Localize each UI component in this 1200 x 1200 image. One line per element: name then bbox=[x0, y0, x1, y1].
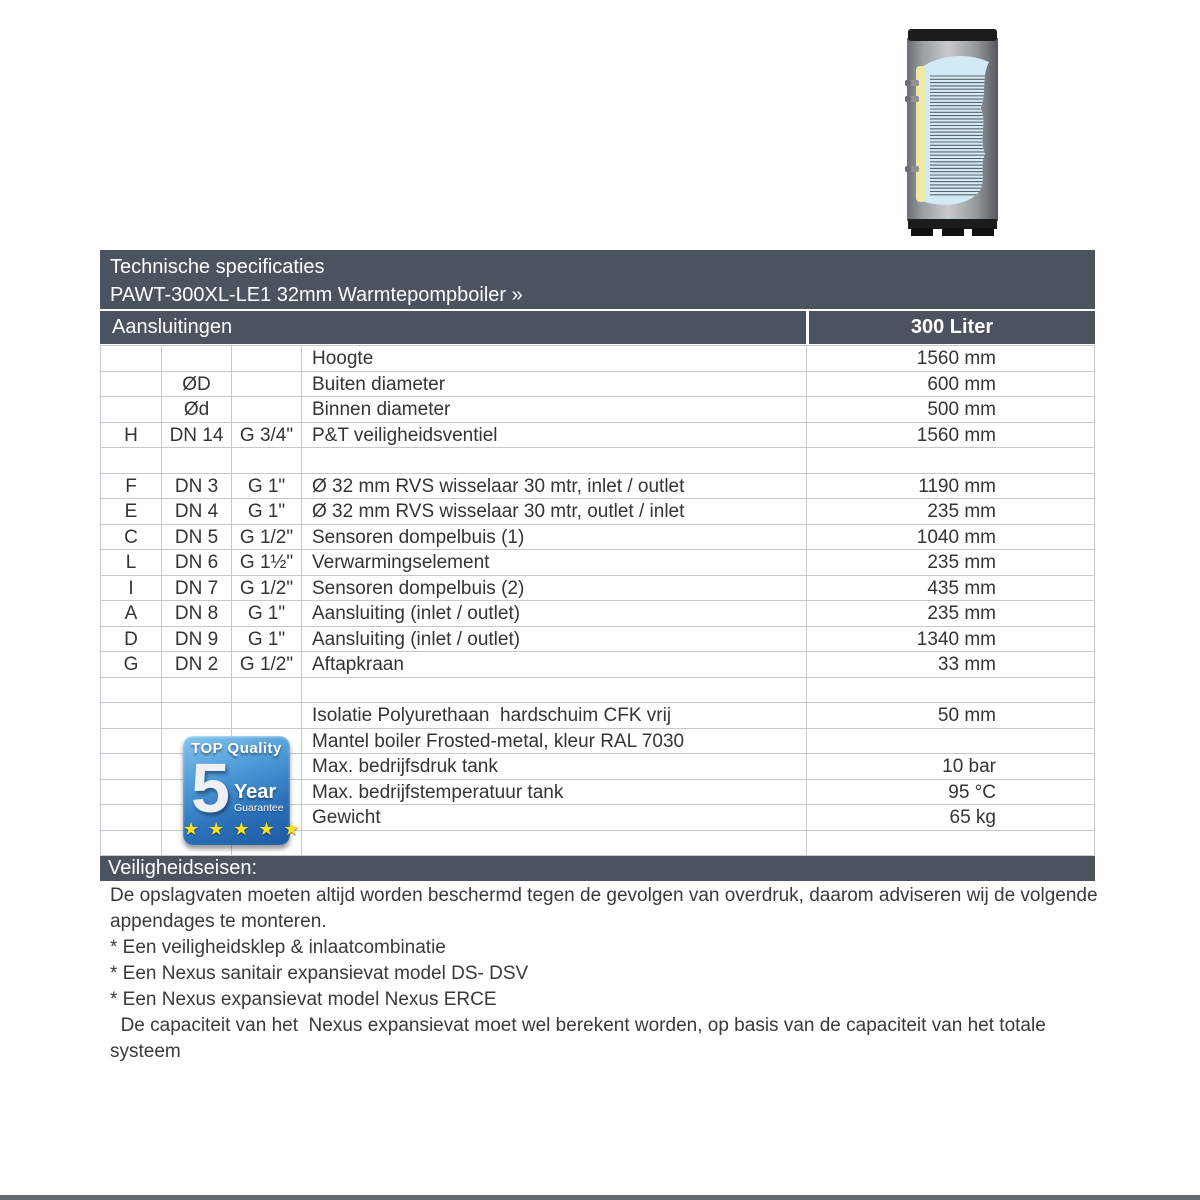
cell-value: 1560 mm bbox=[807, 346, 1094, 372]
cell-description: Max. bedrijfsdruk tank bbox=[302, 754, 807, 780]
spec-title: Technische specificaties bbox=[110, 256, 325, 278]
cell-value: 235 mm bbox=[807, 601, 1094, 627]
boiler-cutaway-image bbox=[905, 28, 1000, 236]
cell-description: Binnen diameter bbox=[302, 397, 807, 423]
boiler-water-area bbox=[916, 56, 989, 205]
cell-description: Hoogte bbox=[302, 346, 807, 372]
cell-dn: DN 8 bbox=[162, 601, 232, 627]
cell-description: Verwarmingselement bbox=[302, 550, 807, 576]
cell-thread bbox=[232, 372, 302, 398]
cell-code bbox=[101, 448, 162, 474]
cell-value: 10 bar bbox=[807, 754, 1094, 780]
cell-description bbox=[302, 678, 807, 704]
cell-code bbox=[101, 780, 162, 806]
table-row bbox=[101, 601, 1094, 627]
badge-top-label: TOP Quality bbox=[191, 740, 282, 757]
cell-dn: DN 5 bbox=[162, 525, 232, 551]
cell-value: 235 mm bbox=[807, 550, 1094, 576]
cell-thread: G 1" bbox=[232, 474, 302, 500]
table-row bbox=[101, 423, 1094, 449]
cell-description: Max. bedrijfstemperatuur tank bbox=[302, 780, 807, 806]
cell-thread: G 1½" bbox=[232, 550, 302, 576]
cell-dn: DN 7 bbox=[162, 576, 232, 602]
cell-description: Aftapkraan bbox=[302, 652, 807, 678]
cell-description: Isolatie Polyurethaan hardschuim CFK vrij bbox=[302, 703, 807, 729]
cell-value: 50 mm bbox=[807, 703, 1094, 729]
cell-description: Aansluiting (inlet / outlet) bbox=[302, 627, 807, 653]
cell-code bbox=[101, 703, 162, 729]
boiler-feet bbox=[911, 228, 994, 236]
cell-dn bbox=[162, 346, 232, 372]
cell-description: Ø 32 mm RVS wisselaar 30 mtr, inlet / outlet bbox=[302, 474, 807, 500]
cell-code bbox=[101, 754, 162, 780]
table-row bbox=[101, 703, 1094, 729]
cell-description: Gewicht bbox=[302, 805, 807, 831]
cell-thread: G 1/2" bbox=[232, 652, 302, 678]
cell-description: P&T veiligheidsventiel bbox=[302, 423, 807, 449]
cell-value: 1190 mm bbox=[807, 474, 1094, 500]
safety-text-block bbox=[110, 883, 1110, 1065]
guarantee-badge bbox=[183, 736, 302, 845]
product-name: PAWT-300XL-LE1 32mm Warmtepompboiler » bbox=[110, 284, 523, 306]
cell-description: Sensoren dompelbuis (2) bbox=[302, 576, 807, 602]
connections-header: Aansluitingen bbox=[100, 311, 806, 344]
cell-value: 1040 mm bbox=[807, 525, 1094, 551]
cell-value bbox=[807, 831, 1094, 857]
cell-value: 95 °C bbox=[807, 780, 1094, 806]
cell-code: C bbox=[101, 525, 162, 551]
cell-description bbox=[302, 448, 807, 474]
cell-dn bbox=[162, 703, 232, 729]
badge-year-label: Year bbox=[233, 781, 277, 803]
safety-line: De capaciteit van het Nexus expansievat moet wel berekent worden, op basis van de capaciteit van het totale systeem bbox=[110, 1015, 1052, 1062]
table-row bbox=[101, 627, 1094, 653]
cell-code: G bbox=[101, 652, 162, 678]
cell-value: 65 kg bbox=[807, 805, 1094, 831]
safety-line: appendages te monteren. bbox=[110, 911, 327, 932]
boiler-base bbox=[908, 219, 997, 229]
badge-guarantee-label: Guarantee bbox=[233, 802, 284, 814]
cell-value: 500 mm bbox=[807, 397, 1094, 423]
safety-line: De opslagvaten moeten altijd worden beschermd tegen de gevolgen van overdruk, daarom adviseren wij de volgende bbox=[110, 885, 1098, 906]
cell-dn bbox=[162, 448, 232, 474]
cell-description bbox=[302, 831, 807, 857]
cell-value: 1340 mm bbox=[807, 627, 1094, 653]
cell-code bbox=[101, 346, 162, 372]
cell-description: Aansluiting (inlet / outlet) bbox=[302, 601, 807, 627]
cell-dn: DN 3 bbox=[162, 474, 232, 500]
cell-code: L bbox=[101, 550, 162, 576]
cell-value: 235 mm bbox=[807, 499, 1094, 525]
table-row bbox=[101, 397, 1094, 423]
cell-code bbox=[101, 729, 162, 755]
cell-dn: Ød bbox=[162, 397, 232, 423]
table-row bbox=[101, 448, 1094, 474]
table-row bbox=[101, 499, 1094, 525]
cell-description: Mantel boiler Frosted-metal, kleur RAL 7030 bbox=[302, 729, 807, 755]
table-row bbox=[101, 678, 1094, 704]
cell-thread bbox=[232, 448, 302, 474]
cell-dn: DN 6 bbox=[162, 550, 232, 576]
safety-heading-bar: Veiligheidseisen: bbox=[100, 856, 1095, 881]
cell-thread bbox=[232, 678, 302, 704]
cell-code: A bbox=[101, 601, 162, 627]
cell-thread: G 1/2" bbox=[232, 525, 302, 551]
capacity-header: 300 Liter bbox=[809, 311, 1095, 344]
cell-code bbox=[101, 805, 162, 831]
cell-code bbox=[101, 831, 162, 857]
cell-thread: G 1/2" bbox=[232, 576, 302, 602]
table-row bbox=[101, 576, 1094, 602]
cell-thread: G 1" bbox=[232, 627, 302, 653]
cell-code bbox=[101, 397, 162, 423]
cell-value: 600 mm bbox=[807, 372, 1094, 398]
boiler-insulation-layer bbox=[916, 66, 926, 202]
badge-stars-icon: ★ ★ ★ ★ ★ bbox=[183, 819, 302, 839]
spec-title-bar bbox=[100, 250, 1095, 309]
table-row bbox=[101, 372, 1094, 398]
safety-line: * Een Nexus expansievat model Nexus ERCE bbox=[110, 989, 497, 1010]
cell-code: F bbox=[101, 474, 162, 500]
cell-dn: DN 9 bbox=[162, 627, 232, 653]
cell-value bbox=[807, 678, 1094, 704]
cell-value bbox=[807, 448, 1094, 474]
cell-value bbox=[807, 729, 1094, 755]
safety-line: * Een veiligheidsklep & inlaatcombinatie bbox=[110, 937, 446, 958]
cell-dn: ØD bbox=[162, 372, 232, 398]
cell-value: 1560 mm bbox=[807, 423, 1094, 449]
cell-code: I bbox=[101, 576, 162, 602]
cell-dn: DN 2 bbox=[162, 652, 232, 678]
cell-dn: DN 14 bbox=[162, 423, 232, 449]
cell-thread: G 1" bbox=[232, 499, 302, 525]
cell-code: H bbox=[101, 423, 162, 449]
cell-thread bbox=[232, 346, 302, 372]
cell-thread bbox=[232, 397, 302, 423]
boiler-top-cap bbox=[908, 29, 997, 41]
cell-dn: DN 4 bbox=[162, 499, 232, 525]
cell-thread: G 3/4" bbox=[232, 423, 302, 449]
cell-value: 33 mm bbox=[807, 652, 1094, 678]
cell-code: E bbox=[101, 499, 162, 525]
table-row bbox=[101, 525, 1094, 551]
table-row bbox=[101, 550, 1094, 576]
page-bottom-edge bbox=[0, 1195, 1200, 1200]
badge-number: 5 bbox=[191, 749, 230, 827]
table-row bbox=[101, 346, 1094, 372]
table-row bbox=[101, 474, 1094, 500]
cell-description: Ø 32 mm RVS wisselaar 30 mtr, outlet / inlet bbox=[302, 499, 807, 525]
cell-code: D bbox=[101, 627, 162, 653]
cell-code bbox=[101, 678, 162, 704]
table-row bbox=[101, 652, 1094, 678]
safety-line: * Een Nexus sanitair expansievat model DS- DSV bbox=[110, 963, 529, 984]
cell-code bbox=[101, 372, 162, 398]
cell-thread bbox=[232, 703, 302, 729]
cell-description: Sensoren dompelbuis (1) bbox=[302, 525, 807, 551]
cell-dn bbox=[162, 678, 232, 704]
cell-value: 435 mm bbox=[807, 576, 1094, 602]
cell-thread: G 1" bbox=[232, 601, 302, 627]
cell-description: Buiten diameter bbox=[302, 372, 807, 398]
